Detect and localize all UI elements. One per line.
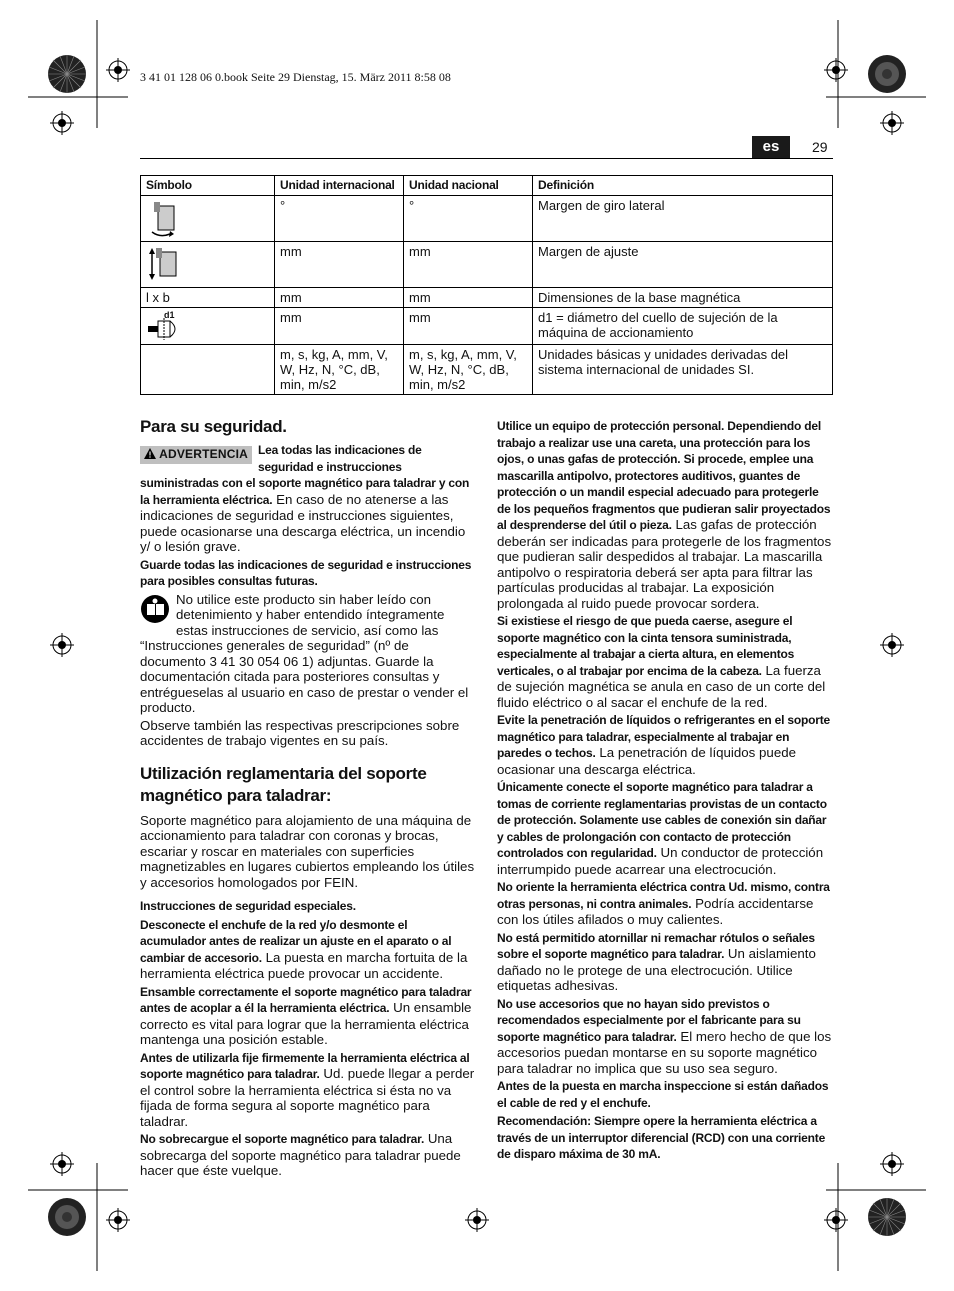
registration-target-icon <box>880 633 904 657</box>
observe-text: Observe también las respectivas prescripciones sobre accidentes de trabajo vigentes en su país. <box>140 717 460 748</box>
table-cell: Margen de ajuste <box>533 242 833 288</box>
adjustment-range-icon <box>146 244 182 284</box>
safety-text: Podría accidentarse con los útiles afilados o muy calientes. <box>497 895 814 927</box>
table-cell: Unidades básicas y unidades derivadas del sistema internacional de unidades SI. <box>533 345 833 395</box>
symbol-label: d1 <box>164 310 175 320</box>
table-row <box>141 242 833 288</box>
registration-target-icon <box>50 1152 74 1176</box>
read-manual-icon <box>140 594 170 624</box>
left-column <box>140 416 476 1181</box>
registration-target-icon <box>880 1152 904 1176</box>
table-cell: mm <box>275 288 404 308</box>
safety-text: Un ensamble correcto es vital para lograr que la herramienta eléctrica mantenga una posición estable. <box>140 1000 472 1047</box>
section-heading: Para su seguridad. <box>140 417 287 436</box>
table-header: Unidad internacional <box>275 176 404 196</box>
warning-badge <box>140 446 252 464</box>
color-rosette-icon <box>867 1197 907 1237</box>
warning-bold-text: Lea todas las indicaciones de seguridad e instrucciones suministradas con el soporte magnético para taladrar y con la herramienta eléctrica. <box>140 443 470 507</box>
table-cell: l x b <box>141 288 275 308</box>
safety-text: Ud. puede llegar a perder el control sobre la herramienta eléctrica si ésta no va fijada de forma segura al soporte magnético para taladrar. <box>140 1066 475 1129</box>
registration-target-icon <box>824 58 848 82</box>
safety-text: La puesta en marcha fortuita de la herramienta eléctrica puede provocar un accidente. <box>140 949 468 981</box>
table-cell: Margen de giro lateral <box>533 196 833 242</box>
safety-bold-text: Ensamble correctamente el soporte magnético para taladrar antes de acoplar a él la herramienta eléctrica. <box>140 984 472 1015</box>
table-cell: mm <box>404 242 533 288</box>
warning-label: ADVERTENCIA <box>159 447 248 461</box>
safety-bold-text: No sobrecargue el soporte magnético para taladrar. <box>140 1132 425 1146</box>
safety-bold-text: Recomendación: Siempre opere la herramienta eléctrica a través de un interruptor diferencial (RCD) con una corriente de disparo máxima de 30 mA. <box>497 1114 826 1161</box>
color-rosette-icon <box>47 54 87 94</box>
warning-text: En caso de no atenerse a las indicaciones de seguridad e instrucciones siguientes, puede ocasionarse una descarga eléctrica, un incendio y/ o lesión grave. <box>140 491 466 554</box>
registration-target-icon <box>106 58 130 82</box>
right-column <box>497 418 833 1165</box>
table-header-row <box>141 176 833 196</box>
table-row <box>141 288 833 308</box>
safety-text: Un conductor de protección interrumpido puede acarrear una electrocución. <box>497 845 824 877</box>
lateral-swivel-icon <box>146 198 182 238</box>
table-cell: mm <box>404 308 533 345</box>
table-cell: d1 = diámetro del cuello de sujeción de la máquina de accionamiento <box>533 308 833 345</box>
safety-text: La fuerza de sujeción magnética se anula en caso de un corte del fluido eléctrico o al sacar el enchufe de la red. <box>497 662 826 710</box>
table-cell: mm <box>404 288 533 308</box>
registration-target-icon <box>106 1208 130 1232</box>
safety-bold-text: No está permitido atornillar ni remachar rótulos o señales sobre el soporte magnético para taladrar. <box>497 930 815 961</box>
subsection-heading: Instrucciones de seguridad especiales. <box>140 899 356 913</box>
safety-bold-text: Si existiese el riesgo de que pueda caerse, asegure el soporte magnético con la cinta tensora suministrada, especialmente al trabajar a cierta altura, en elementos verticales, o al trabajar por encima de la cabeza. <box>497 614 795 678</box>
header-rule <box>140 158 833 159</box>
book-tag: 3 41 01 128 06 0.book Seite 29 Dienstag, 15. März 2011 8:58 08 <box>140 70 451 84</box>
safety-bold-text: Únicamente conecte el soporte magnético para taladrar a tomas de corriente reglamentarias provistas de un contacto de protección. Solamente use cables de conexión sin dañar y cables de prolongación con contacto de protección controlados con regularidad. <box>497 780 827 860</box>
safety-bold-text: Antes de la puesta en marcha inspeccione si están dañados el cable de red y el enchufe. <box>497 1079 829 1110</box>
safety-text: El mero hecho de que los accesorios puedan montarse en su soporte magnético para taladrar no implica que su uso sea seguro. <box>497 1028 832 1076</box>
table-row <box>141 345 833 395</box>
safety-text: La penetración de líquidos puede ocasionar una descarga eléctrica. <box>497 745 796 777</box>
table-cell: mm <box>275 308 404 345</box>
table-header: Definición <box>533 176 833 196</box>
table-row <box>141 196 833 242</box>
safety-text: Un aislamiento dañado no le protege de una electrocución. Utilice etiquetas adhesivas. <box>497 946 816 993</box>
table-cell: ° <box>404 196 533 242</box>
safety-text: Una sobrecarga del soporte magnético para taladrar puede hacer que éste vuelque. <box>140 1131 461 1178</box>
table-cell: ° <box>275 196 404 242</box>
symbol-table <box>140 175 833 395</box>
color-rosette-icon <box>47 1197 87 1237</box>
safety-bold-text: No use accesorios que no hayan sido previstos o recomendados especialmente por el fabricante para su soporte magnético para taladrar. <box>497 996 801 1044</box>
table-cell: m, s, kg, A, mm, V, W, Hz, N, °C, dB, min, m/s2 <box>275 345 404 395</box>
registration-target-icon <box>824 1208 848 1232</box>
safety-bold-text: Antes de utilizarla fije firmemente la herramienta eléctrica al soporte magnético para taladrar. <box>140 1050 470 1081</box>
keep-instructions-text: Guarde todas las indicaciones de seguridad e instrucciones para posibles consultas futuras. <box>140 557 472 588</box>
registration-target-icon <box>465 1208 489 1232</box>
table-row <box>141 308 833 345</box>
table-cell: Dimensiones de la base magnética <box>533 288 833 308</box>
use-text: Soporte magnético para alojamiento de una máquina de accionamiento para taladrar con coronas y brocas, escariar y roscar en materiales con superficies magnetizables en lugares cubiertos empleando los útiles y accesorios homologados por FEIN. <box>140 812 475 890</box>
safety-bold-text: Utilice un equipo de protección personal. Dependiendo del trabajo a realizar use una careta, una protección para los ojos, o unas gafas de protección. Si procede, emplee una mascarilla antipolvo, protectores auditivos, guantes de protección o un mandil especial adecuado para protegerle de los pequeños fragmentos que pudieran salir proyectados al desprenderse del útil o pieza. <box>497 419 831 532</box>
registration-target-icon <box>880 111 904 135</box>
registration-target-icon <box>50 633 74 657</box>
registration-target-icon <box>50 111 74 135</box>
safety-bold-text: Evite la penetración de líquidos o refrigerantes en el soporte magnético para taladrar, especialmente al trabajar en paredes o techos. <box>497 713 831 760</box>
safety-bold-text: No oriente la herramienta eléctrica contra Ud. mismo, contra otras personas, ni contra animales. <box>497 880 830 911</box>
color-rosette-icon <box>867 54 907 94</box>
read-instructions-text: No utilice este producto sin haber leído con detenimiento y haber entendido íntegramente estas instrucciones de servicio, así como las “Instrucciones generales de seguridad” (nº de documento 3 41 30 054 06 1) adjuntas. Guarde la documentación citada para posteriores consultas y entrégueselas al usuario en caso de prestar o vender el producto. <box>140 591 469 715</box>
table-cell: mm <box>275 242 404 288</box>
page-number: 29 <box>812 139 828 155</box>
warning-triangle-icon <box>144 448 156 459</box>
safety-bold-text: Desconecte el enchufe de la red y/o desmonte el acumulador antes de realizar un ajuste en el aparato o al cambiar de accesorio. <box>140 917 452 965</box>
language-badge: es <box>752 136 790 158</box>
collar-diameter-icon <box>146 318 186 340</box>
section-heading: Utilización reglamentaria del soporte magnético para taladrar: <box>140 763 427 805</box>
table-cell: m, s, kg, A, mm, V, W, Hz, N, °C, dB, min, m/s2 <box>404 345 533 395</box>
safety-text: Las gafas de protección deberán ser indicadas para protegerle de los fragmentos que pudieran salir despedidos al trabajar. La mascarilla antipolvo o respiratoria deberá ser apta para filtrar las partículas producidas al trabajar. La exposición prolongada al ruido puede provocar sordera. <box>497 517 832 611</box>
table-header: Símbolo <box>141 176 275 196</box>
table-header: Unidad nacional <box>404 176 533 196</box>
table-cell <box>141 345 275 395</box>
